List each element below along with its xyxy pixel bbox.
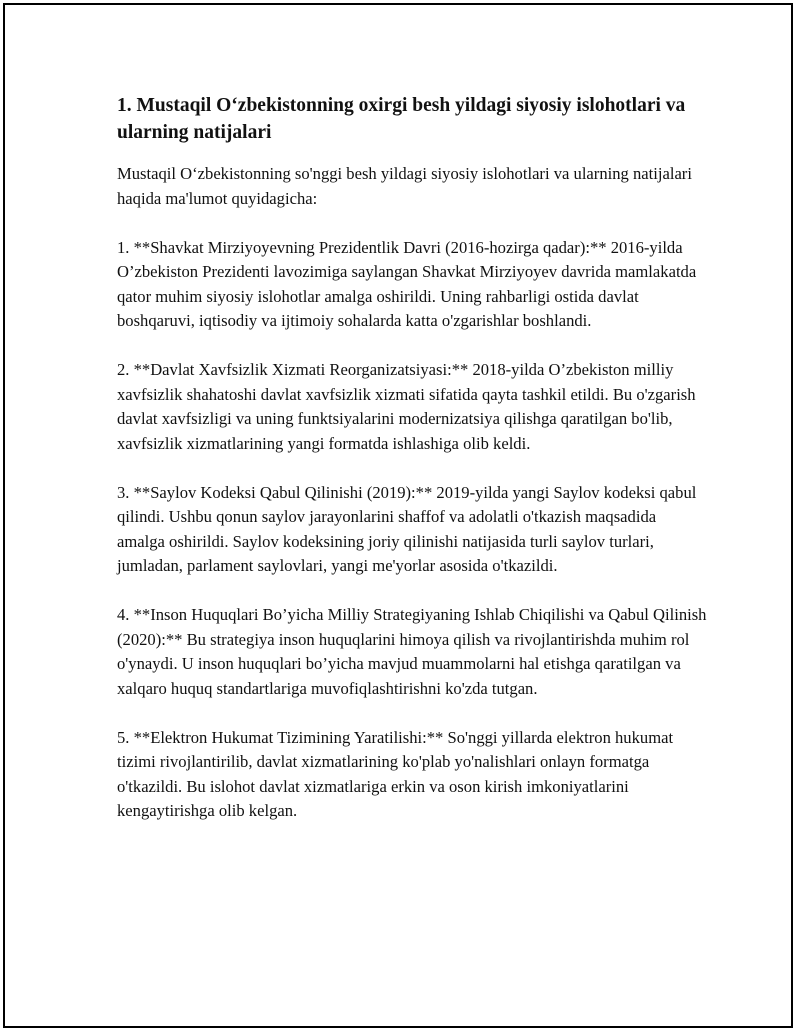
intro-paragraph: Mustaqil O‘zbekistonning so'nggi besh yildagi siyosiy islohotlari va ularning natijalari haqida ma'lumot quyidagicha:: [117, 164, 692, 208]
reform-item-1: 1. **Shavkat Mirziyoyevning Prezidentlik Davri (2016-hozirga qadar):** 2016-yilda O’zbekiston Prezidenti lavozimiga saylangan Shavkat Mirziyoyev davrida mamlakatda qator muhim siyosiy islohotlar amalga oshirildi. Uning rahbarligi ostida davlat boshqaruvi, iqtisodiy va ijtimoiy sohalarda katta o'zgarishlar boshlandi.: [117, 237, 697, 330]
reform-item-4: 4. **Inson Huquqlari Bo’yicha Milliy Strategiyaning Ishlab Chiqilishi va Qabul Qilinish (2020):** Bu strategiya inson huquqlarini himoya qilish va rivojlantirishda muhim rol o'ynaydi. U inson huquqlari bo’yicha mavjud muammolarni hal etishga qaratilgan va xalqaro huquq standartlariga muvofiqlashtirishni ko'zda tutgan.: [117, 605, 707, 698]
document-body: [117, 92, 707, 848]
reform-item-2: 2. **Davlat Xavfsizlik Xizmati Reorganizatsiyasi:** 2018-yilda O’zbekiston milliy xavfsizlik shahatoshi davlat xavfsizlik xizmati sifatida qayta tashkil etildi. Bu o'zgarish davlat xavfsizligi va uning funktsiyalarini modernizatsiya qilishga qaratilgan bo'lib, xavfsizlik xizmatlarining yangi formatda ishlashiga olib keldi.: [117, 360, 696, 453]
reform-item-3: 3. **Saylov Kodeksi Qabul Qilinishi (2019):** 2019-yilda yangi Saylov kodeksi qabul qilindi. Ushbu qonun saylov jarayonlarini shaffof va adolatli o'tkazish maqsadida amalga oshirildi. Saylov kodeksining joriy qilinishi natijasida turli saylov turlari, jumladan, parlament saylovlari, yangi me'yorlar asosida o'tkazildi.: [117, 482, 697, 575]
reform-item-5: 5. **Elektron Hukumat Tizimining Yaratilishi:** So'nggi yillarda elektron hukumat tizimi rivojlantirilib, davlat xizmatlarining ko'plab yo'nalishlari onlayn formatga o'tkazildi. Bu islohot davlat xizmatlariga erkin va oson kirish imkoniyatlarini kengaytirishga olib kelgan.: [117, 727, 674, 820]
document-title: 1. Mustaqil O‘zbekistonning oxirgi besh yildagi siyosiy islohotlari va ularning natijalari: [117, 95, 686, 143]
